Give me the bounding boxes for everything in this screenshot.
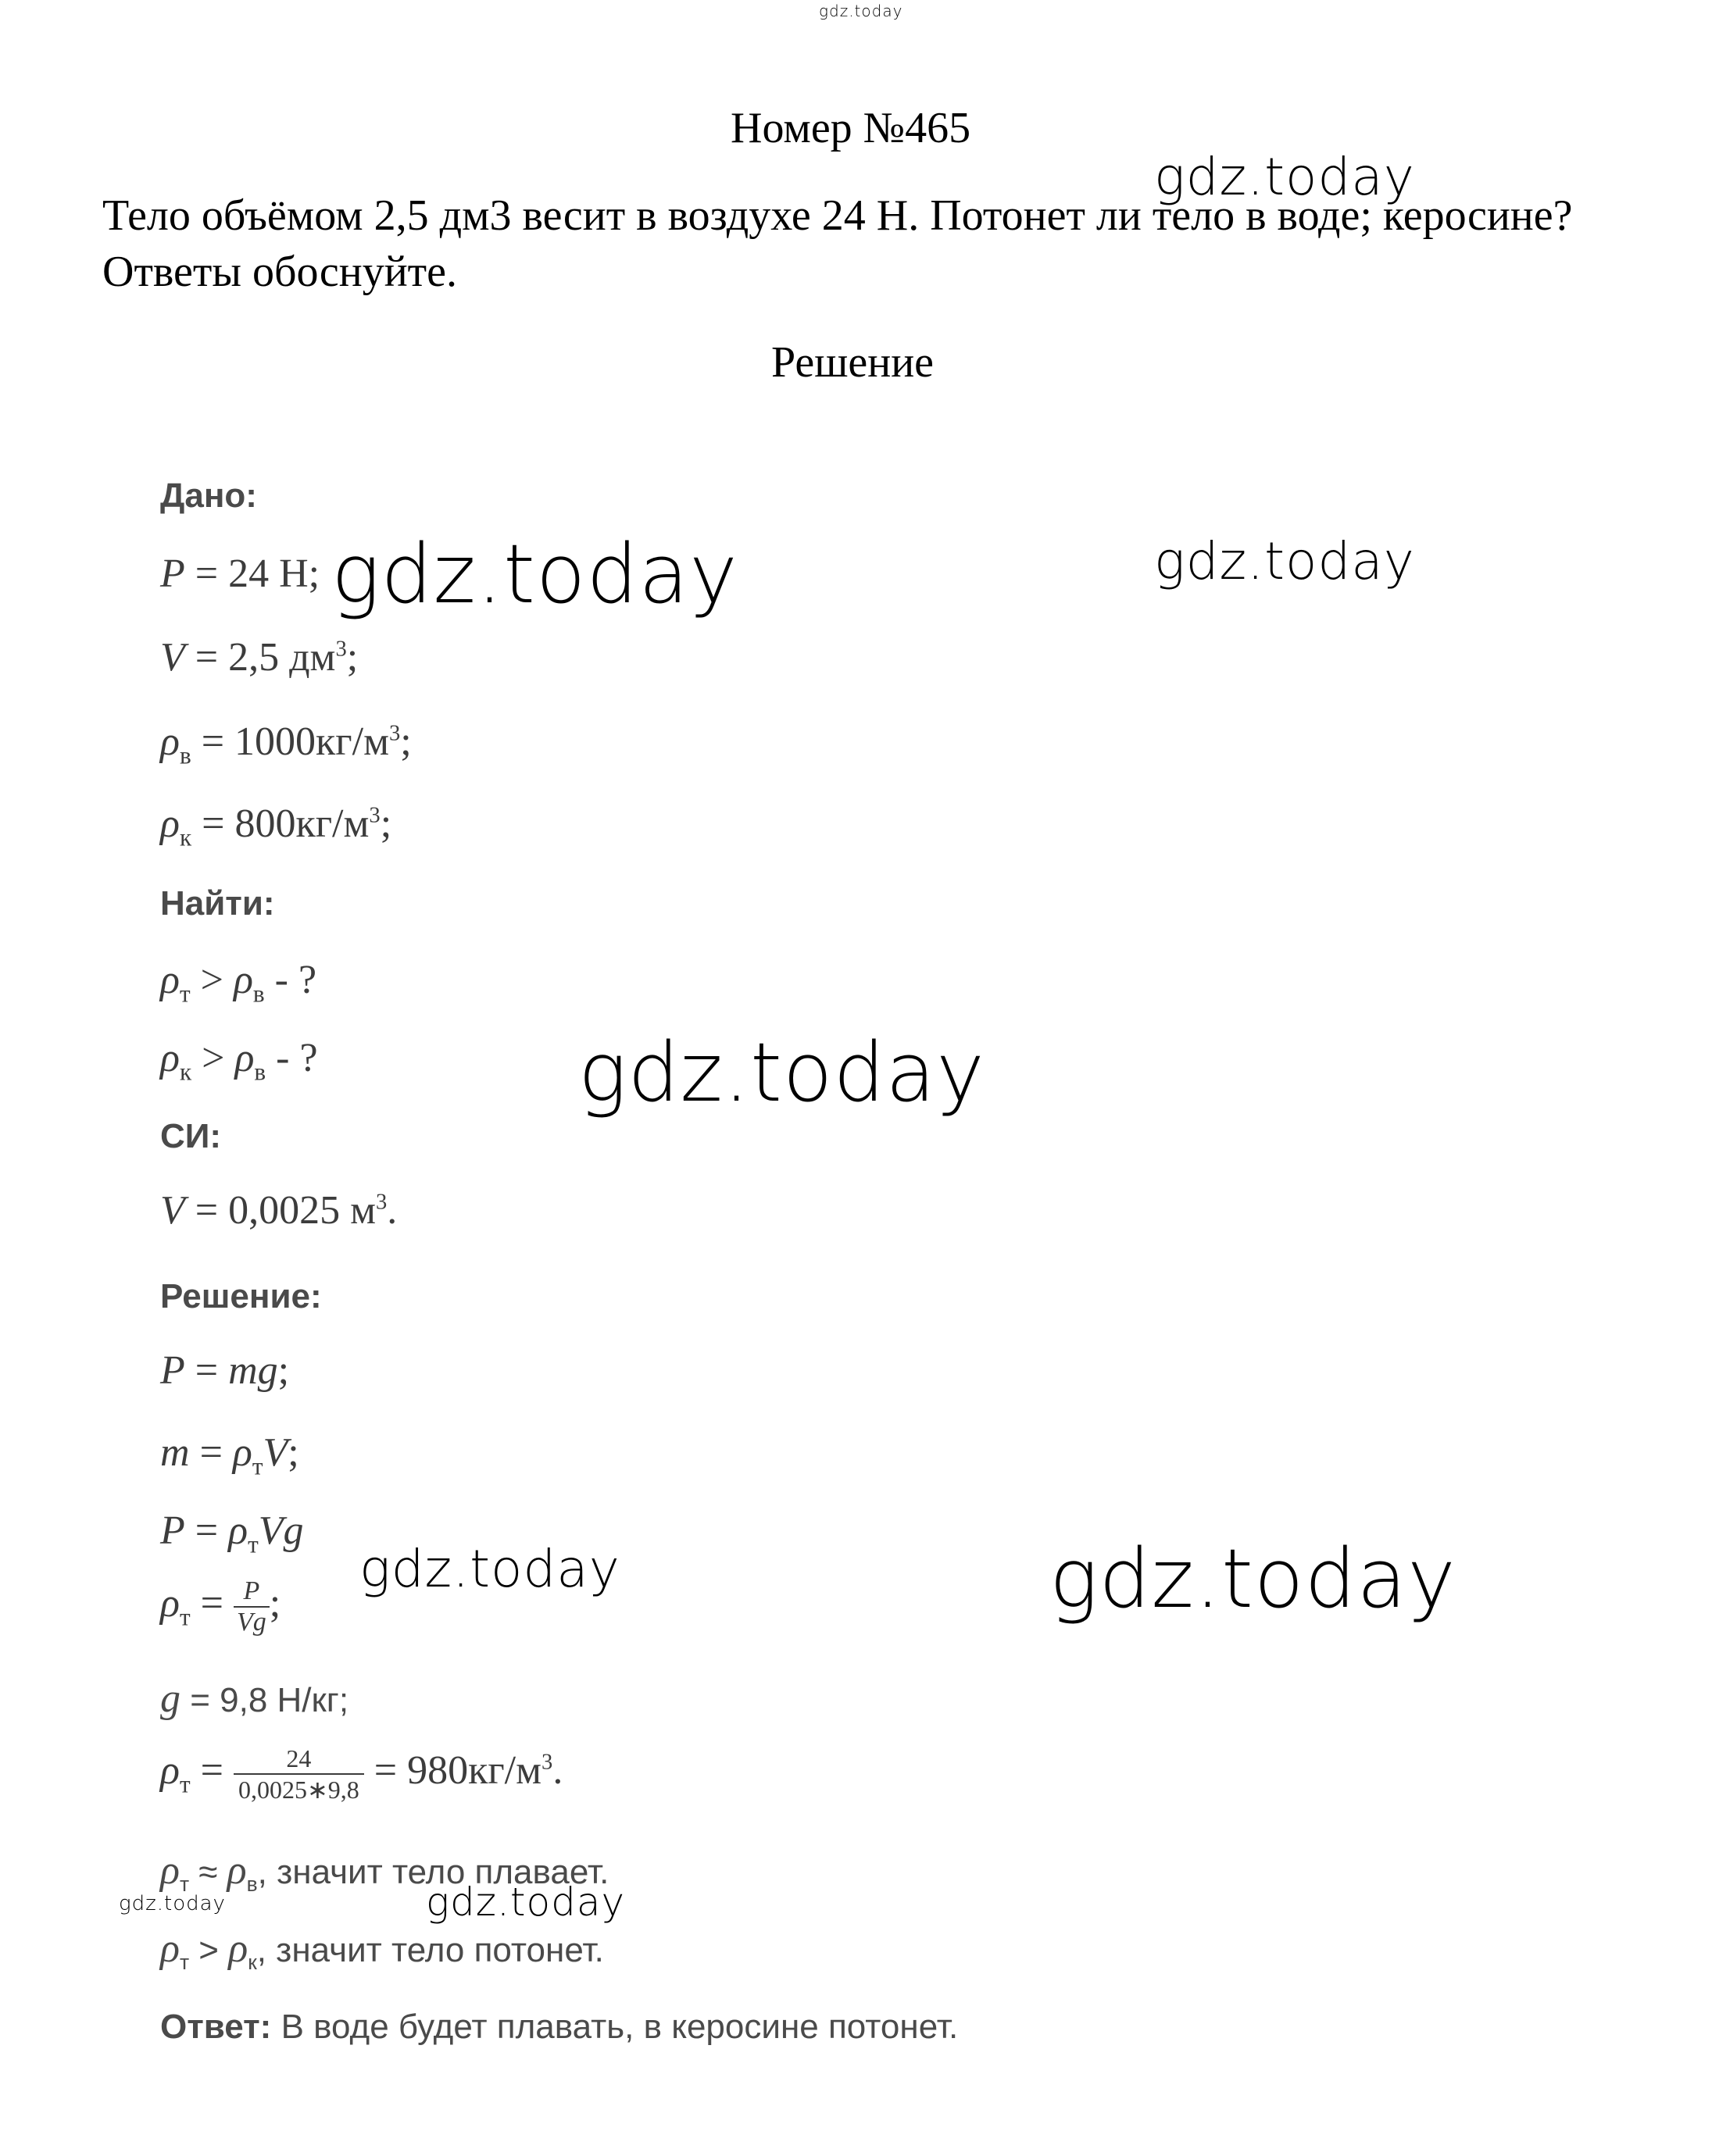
watermark-top: gdz.today — [819, 2, 903, 20]
si-label: СИ: — [160, 1117, 222, 1155]
given-label: Дано: — [160, 477, 257, 515]
answer-label: Ответ: — [160, 2008, 272, 2046]
step-line: $\rho_т$ = $\frac{P}{Vg}$ ; — [160, 1576, 281, 1637]
solution-label: Решение: — [160, 1277, 322, 1315]
answer-text: В воде будет плавать, в керосине потонет. — [281, 2008, 959, 2046]
watermark: gdz.today — [1154, 531, 1415, 591]
given-line: $\rho_к = 800кг/м^3$; — [160, 801, 392, 851]
task-text: Тело объёмом 2,5 дм3 весит в воздухе 24 Н. Потонет ли тело в воде; керосине? Ответы обоснуйте. — [102, 191, 1573, 296]
step-line: $\rho_т$ = $\frac{24}{0,0025∗9,8}$ = $980кг/м^3$. — [160, 1744, 563, 1804]
given-line: $\rho_в = 1000кг/м^3$; — [160, 719, 412, 769]
step-line: $\rho_т \approx \rho_в$, значит тело плавает. — [160, 1848, 609, 1896]
page-title: Номер №465 — [731, 104, 971, 152]
step-line: $P = \rho_тVg$ — [160, 1508, 304, 1558]
step-line: P = mg; — [160, 1348, 290, 1393]
step-line: g = 9,8 Н/кг; — [160, 1676, 349, 1721]
watermark: gdz.today — [1049, 1531, 1456, 1626]
answer-line — [160, 2008, 958, 2047]
watermark: gdz.today — [578, 1025, 985, 1120]
given-line: P = 24 Н; — [160, 551, 320, 596]
watermark: gdz.today — [1154, 147, 1415, 207]
find-line: $\rho_т > \rho_в$ - ? — [160, 958, 317, 1008]
find-line: $\rho_к > \rho_в$ - ? — [160, 1036, 318, 1086]
si-line: V = 0,0025 $м^3$. — [160, 1188, 398, 1233]
step-line: $m = \rho_тV$; — [160, 1430, 299, 1480]
watermark: gdz.today — [119, 1892, 226, 1915]
solution-heading: Решение — [771, 338, 935, 387]
watermark: gdz.today — [331, 527, 738, 622]
step-line: $\rho_т > \rho_к$, значит тело потонет. — [160, 1926, 604, 1974]
watermark: gdz.today — [359, 1539, 620, 1599]
find-label: Найти: — [160, 884, 275, 923]
given-line: V = 2,5 $дм^3$; — [160, 635, 359, 680]
watermark: gdz.today — [426, 1879, 626, 1925]
